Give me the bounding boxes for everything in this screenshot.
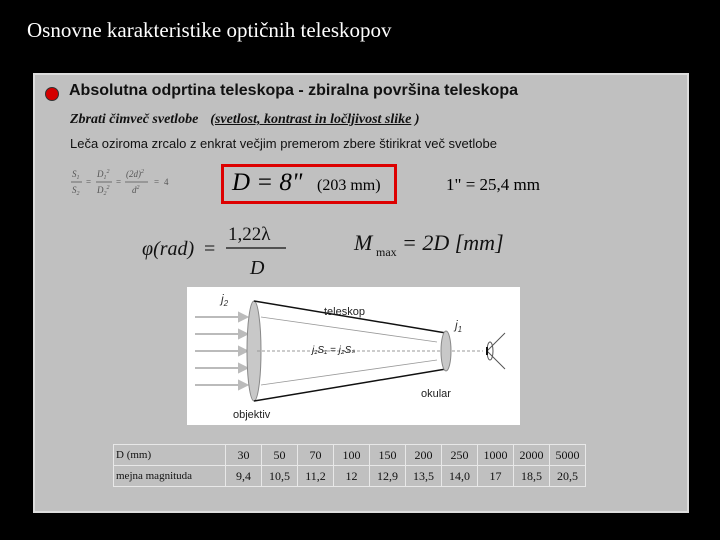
table-cell: 2000 — [514, 445, 550, 466]
diameter-mm: (203 mm) — [317, 177, 381, 194]
magnification-formula — [350, 222, 540, 262]
phi-denominator: D — [250, 257, 265, 279]
phi-eq: = — [204, 238, 216, 260]
table-cell: 14,0 — [442, 466, 478, 487]
label-teleskop: teleskop — [324, 306, 365, 318]
magnitude-table — [113, 444, 586, 487]
table-cell: 30 — [226, 445, 262, 466]
table-cell: 9,4 — [226, 466, 262, 487]
table-row-label: mejna magnituda — [114, 466, 226, 487]
inch-conversion: 1" = 25,4 mm — [446, 175, 540, 194]
table-cell: 13,5 — [406, 466, 442, 487]
ratio-den3: $d^2$ — [132, 185, 140, 195]
ratio-eq-1: = — [86, 177, 92, 187]
ratio-d1: $D_1^2$ — [97, 169, 110, 181]
mmax-m: M — [354, 230, 373, 255]
description-line: Leča oziroma zrcalo z enkrat večjim premerom zbere štirikrat več svetlobe — [70, 136, 497, 151]
section-heading: Absolutna odprtina teleskopa - zbiralna površina teleskopa — [69, 82, 518, 99]
table-cell: 10,5 — [262, 466, 298, 487]
ratio-d2: $D_2^2$ — [97, 185, 110, 197]
table-cell: 11,2 — [298, 466, 334, 487]
telescope-diagram — [187, 287, 520, 425]
diameter-value: D = 8" — [232, 169, 303, 196]
diameter-box — [221, 164, 397, 204]
phi-lhs: φ(rad) — [142, 238, 195, 260]
ratio-eq-3: = — [154, 177, 160, 187]
ratio-num3: $(2d)^2$ — [126, 169, 144, 179]
table-cell: 250 — [442, 445, 478, 466]
slide-title: Osnovne karakteristike optičnih teleskopov — [27, 18, 392, 42]
table-cell: 70 — [298, 445, 334, 466]
ratio-result: 4 — [164, 177, 169, 187]
table-cell: 12 — [334, 466, 370, 487]
mmax-rhs: = 2D [mm] — [402, 230, 504, 255]
table-cell: 1000 — [478, 445, 514, 466]
table-cell: 5000 — [550, 445, 586, 466]
table-row — [114, 445, 586, 466]
table-cell: 50 — [262, 445, 298, 466]
table-cell: 18,5 — [514, 466, 550, 487]
label-okular: okular — [421, 388, 451, 400]
table-cell: 100 — [334, 445, 370, 466]
area-ratio-formula — [70, 162, 190, 204]
phi-numerator: 1,22λ — [228, 224, 271, 245]
table-cell: 150 — [370, 445, 406, 466]
table-cell: 20,5 — [550, 466, 586, 487]
mmax-sub: max — [376, 245, 397, 259]
label-objektiv: objektiv — [233, 409, 271, 421]
table-row-label: D (mm) — [114, 445, 226, 466]
subheading-close: ) — [411, 112, 420, 127]
ratio-eq-2: = — [116, 177, 122, 187]
table-cell: 200 — [406, 445, 442, 466]
label-equation: j₁S₁ = j₂Sₛ — [312, 345, 356, 356]
red-bullet-icon — [45, 87, 59, 101]
resolution-formula — [140, 218, 310, 280]
subheading-underlined: svetlost, kontrast in ločljivost slike — [214, 112, 412, 127]
ratio-s2: $S_2$ — [72, 185, 80, 197]
label-j1: $j_1$ — [455, 318, 463, 334]
ratio-s1: $S_1$ — [72, 169, 80, 181]
table-cell: 12,9 — [370, 466, 406, 487]
table-cell: 17 — [478, 466, 514, 487]
subheading-open: ( — [210, 112, 215, 127]
label-j2: $j_2$ — [221, 292, 229, 308]
table-row — [114, 466, 586, 487]
subheading — [70, 112, 420, 128]
subheading-left: Zbrati čimveč svetlobe — [70, 112, 199, 127]
